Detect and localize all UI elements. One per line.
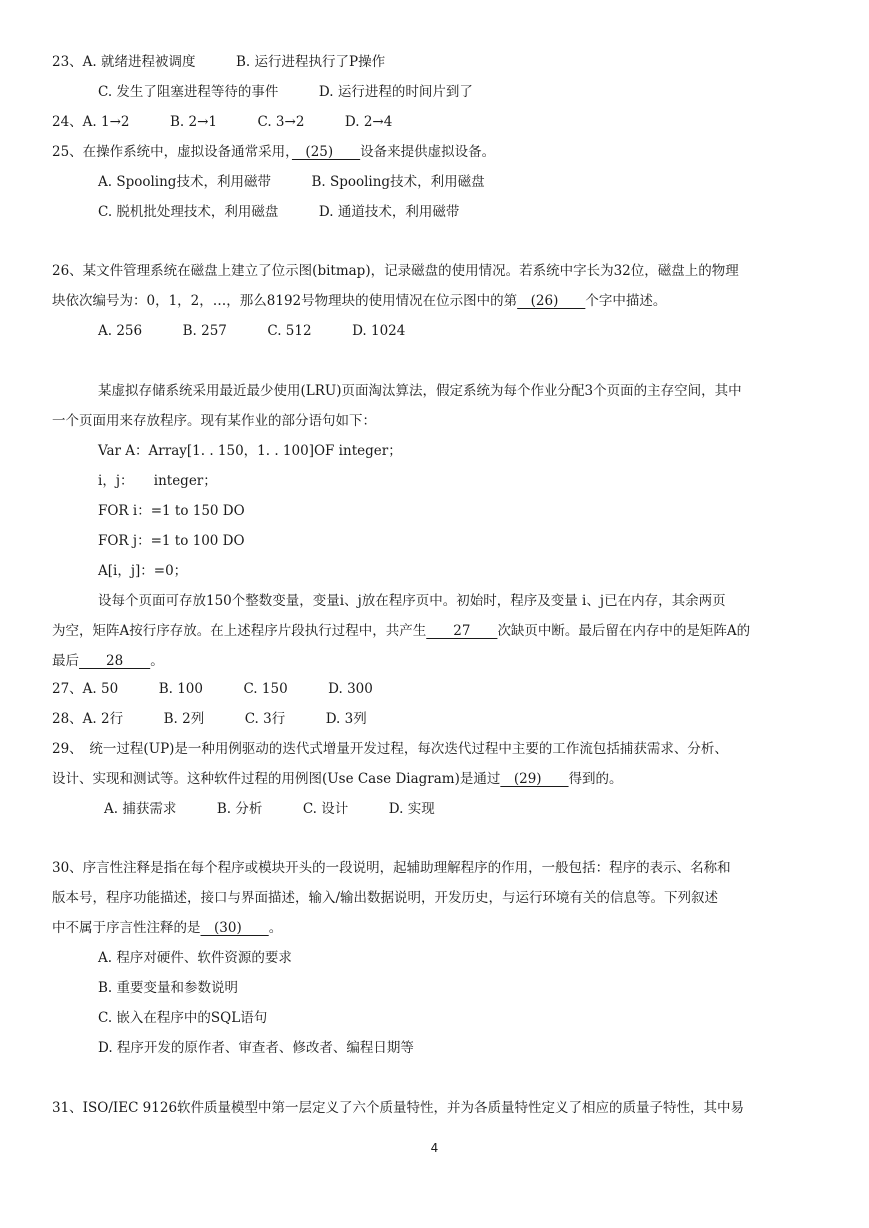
- q23-options-line1: 23、A. 就绪进程被调度 B. 运行进程执行了P操作: [52, 54, 386, 70]
- q30-stem-line1: 30、序言性注释是指在每个程序或模块开头的一段说明，起辅助理解程序的作用，一般包括：程序的表示、名称和: [52, 860, 731, 876]
- q28-passage-post: 。: [150, 653, 164, 669]
- code-line-5: A[i，j]：=0；: [98, 563, 188, 579]
- q30-option-b: B. 重要变量和参数说明: [98, 980, 239, 996]
- q27-passage-line3: 设每个页面可存放150个整数变量，变量i、j放在程序页中。初始时，程序及变量 i、j已在内存，其余两页: [98, 593, 726, 609]
- q27-passage-line1: 某虚拟存储系统采用最近最少使用(LRU)页面淘汰算法，假定系统为每个作业分配3个页面的主存空间，其中: [98, 383, 742, 399]
- q27-blank: 27: [426, 623, 498, 639]
- q26-blank: (26): [517, 293, 586, 309]
- q30-option-c: C. 嵌入在程序中的SQL语句: [98, 1010, 268, 1026]
- code-line-4: FOR j：=1 to 100 DO: [98, 533, 245, 549]
- q26-options: A. 256 B. 257 C. 512 D. 1024: [98, 323, 406, 339]
- q26-stem-pre: 块依次编号为：0，1，2，…，那么8192号物理块的使用情况在位示图中的第: [52, 293, 518, 309]
- q27-passage-pre: 为空，矩阵A按行序存放。在上述程序片段执行过程中，共产生: [52, 623, 427, 639]
- q29-stem-line2: [52, 769, 623, 789]
- q30-blank: (30): [200, 920, 269, 936]
- q25-stem: [52, 142, 495, 162]
- code-line-1: Var A：Array[1. . 150，1. . 100]OF integer；: [98, 443, 402, 459]
- q30-stem-line2: 版本号，程序功能描述，接口与界面描述，输入/输出数据说明，开发历史，与运行环境有关的信息等。下列叙述: [52, 890, 719, 906]
- page-number: 4: [430, 1141, 439, 1155]
- q29-options: A. 捕获需求 B. 分析 C. 设计 D. 实现: [104, 801, 435, 817]
- q29-stem-line1: 29、 统一过程(UP)是一种用例驱动的迭代式增量开发过程，每次迭代过程中主要的工作流包括捕获需求、分析、: [52, 741, 728, 757]
- q25-options-line1: A. Spooling技术，利用磁带 B. Spooling技术，利用磁盘: [98, 174, 485, 190]
- q25-stem-pre: 25、在操作系统中，虚拟设备通常采用，: [52, 144, 292, 160]
- q26-stem-line2: [52, 291, 666, 311]
- q27-passage-post: 次缺页中断。最后留在内存中的是矩阵A的: [497, 623, 751, 639]
- q29-stem-post: 得到的。: [568, 771, 623, 787]
- q30-stem-post: 。: [268, 920, 283, 936]
- q30-option-d: D. 程序开发的原作者、审查者、修改者、编程日期等: [98, 1040, 414, 1056]
- q28-blank: 28: [79, 653, 151, 669]
- code-line-2: i，j： integer；: [98, 473, 217, 489]
- q28-options: 28、A. 2行 B. 2列 C. 3行 D. 3列: [52, 711, 367, 727]
- q30-stem-line3: [52, 918, 282, 938]
- q29-stem-pre: 设计、实现和测试等。这种软件过程的用例图(Use Case Diagram)是通过: [52, 771, 501, 787]
- q26-stem-line1: 26、某文件管理系统在磁盘上建立了位示图(bitmap)，记录磁盘的使用情况。若系统中字长为32位，磁盘上的物理: [52, 263, 739, 279]
- q23-options-line2: C. 发生了阻塞进程等待的事件 D. 运行进程的时间片到了: [98, 84, 473, 100]
- q25-options-line2: C. 脱机批处理技术，利用磁盘 D. 通道技术，利用磁带: [98, 204, 460, 220]
- q25-stem-post: 设备来提供虚拟设备。: [360, 144, 496, 160]
- q27-passage-line4: [52, 621, 750, 641]
- q28-passage-line: [52, 651, 164, 671]
- q30-option-a: A. 程序对硬件、软件资源的要求: [98, 950, 292, 966]
- q24-options: 24、A. 1→2 B. 2→1 C. 3→2 D. 2→4: [52, 114, 393, 130]
- q30-stem-pre: 中不属于序言性注释的是: [52, 920, 201, 936]
- q31-stem-line1: 31、ISO/IEC 9126软件质量模型中第一层定义了六个质量特性，并为各质量特性定义了相应的质量子特性，其中易: [52, 1100, 745, 1116]
- q29-blank: (29): [500, 771, 569, 787]
- q27-options: 27、A. 50 B. 100 C. 150 D. 300: [52, 681, 373, 697]
- code-line-3: FOR i：=1 to 150 DO: [98, 503, 245, 519]
- q28-passage-pre: 最后: [52, 653, 79, 669]
- q26-stem-post: 个字中描述。: [585, 293, 667, 309]
- q25-blank: (25): [291, 144, 361, 160]
- q27-passage-line2: 一个页面用来存放程序。现有某作业的部分语句如下：: [52, 413, 376, 429]
